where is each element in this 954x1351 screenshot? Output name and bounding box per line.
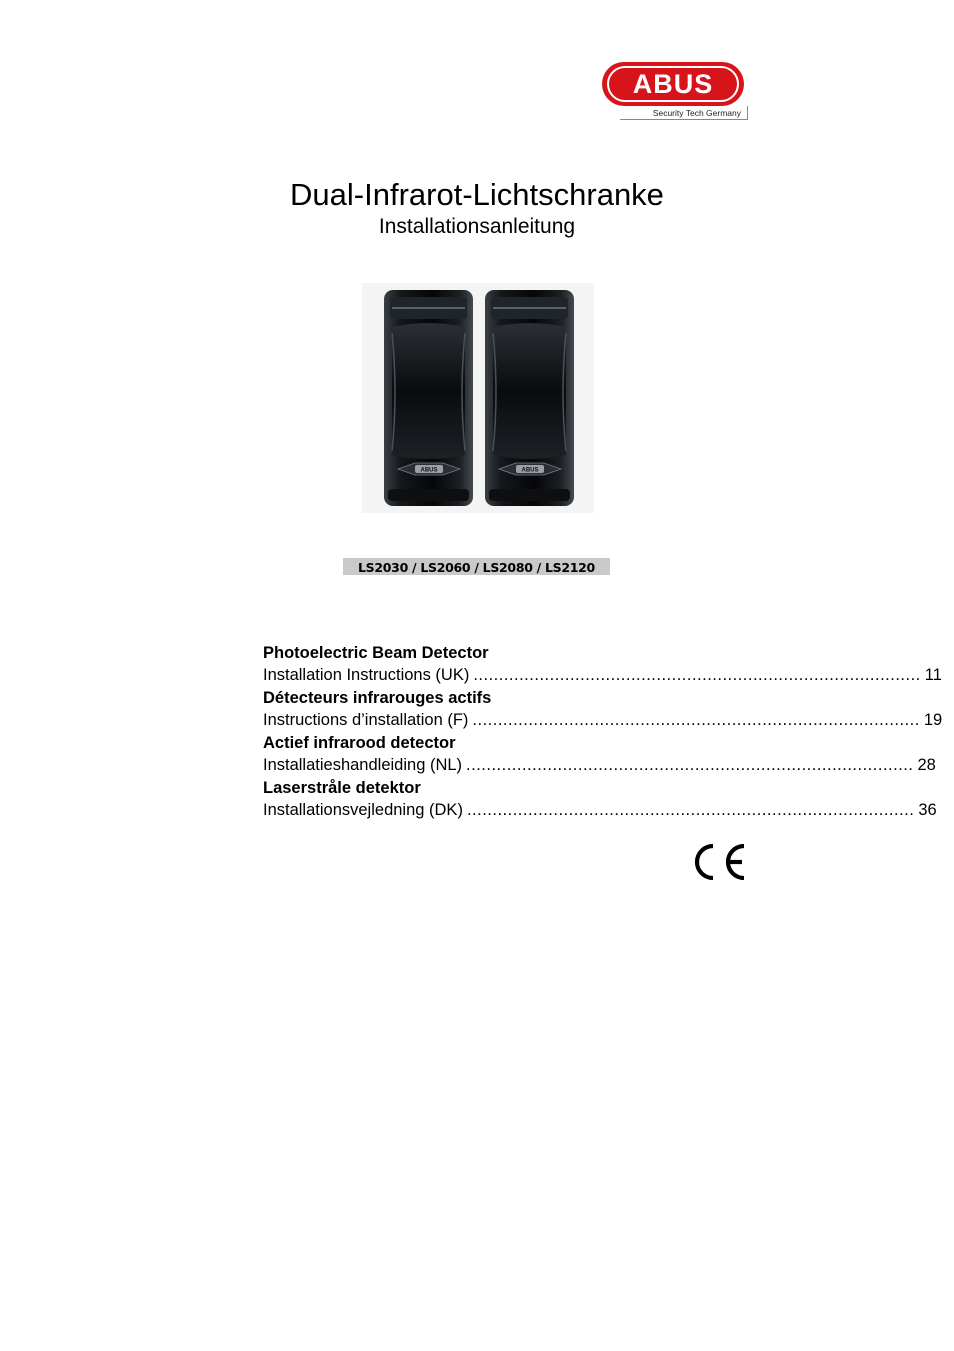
toc-leader-dots: ........................................................................................ — [473, 666, 921, 684]
document-subtitle: Installationsanleitung — [378, 215, 576, 238]
document-title: Dual-Infrarot-Lichtschranke — [290, 177, 664, 212]
toc-leader-dots: ........................................................................................ — [466, 801, 915, 819]
toc-line — [263, 709, 943, 732]
toc-page-number: 28 — [917, 756, 936, 774]
table-of-contents — [263, 642, 943, 822]
toc-leader-dots: ........................................................................................ — [472, 711, 920, 729]
toc-heading: Photoelectric Beam Detector — [263, 644, 489, 662]
toc-text: Installationsvejledning (DK) — [263, 801, 463, 819]
toc-entry-fr — [263, 687, 943, 732]
toc-leader-dots: ........................................................................................ — [466, 756, 914, 774]
detector-badge-left: ABUS — [420, 467, 438, 474]
toc-page-number: 11 — [924, 666, 942, 684]
toc-page-number: 36 — [918, 801, 937, 819]
toc-heading: Détecteurs infrarouges actifs — [263, 689, 492, 707]
ce-mark-icon — [686, 842, 748, 882]
toc-text: Installatieshandleiding (NL) — [263, 756, 463, 774]
toc-line — [263, 664, 942, 687]
abus-logo-wordmark: ABUS — [632, 69, 714, 99]
abus-logo-tagline: Security Tech Germany — [620, 106, 748, 120]
toc-line — [263, 754, 936, 777]
toc-page-number: 19 — [923, 711, 943, 729]
abus-logo-oval — [602, 62, 744, 106]
abus-logo — [600, 62, 748, 122]
toc-entry-uk — [263, 642, 942, 687]
product-image — [362, 283, 594, 513]
toc-line — [263, 799, 937, 822]
detector-badge-right: ABUS — [521, 467, 539, 474]
toc-heading: Actief infrarood detector — [263, 734, 456, 752]
model-numbers: LS2030 / LS2060 / LS2080 / LS2120 — [343, 558, 610, 575]
toc-text: Installation Instructions (UK) — [263, 666, 470, 684]
toc-heading: Laserstråle detektor — [263, 779, 421, 797]
toc-text: Instructions d’installation (F) — [263, 711, 469, 729]
toc-entry-dk — [263, 777, 937, 822]
toc-entry-nl — [263, 732, 936, 777]
detector-unit-right — [485, 290, 574, 506]
detector-unit-left — [384, 290, 473, 506]
